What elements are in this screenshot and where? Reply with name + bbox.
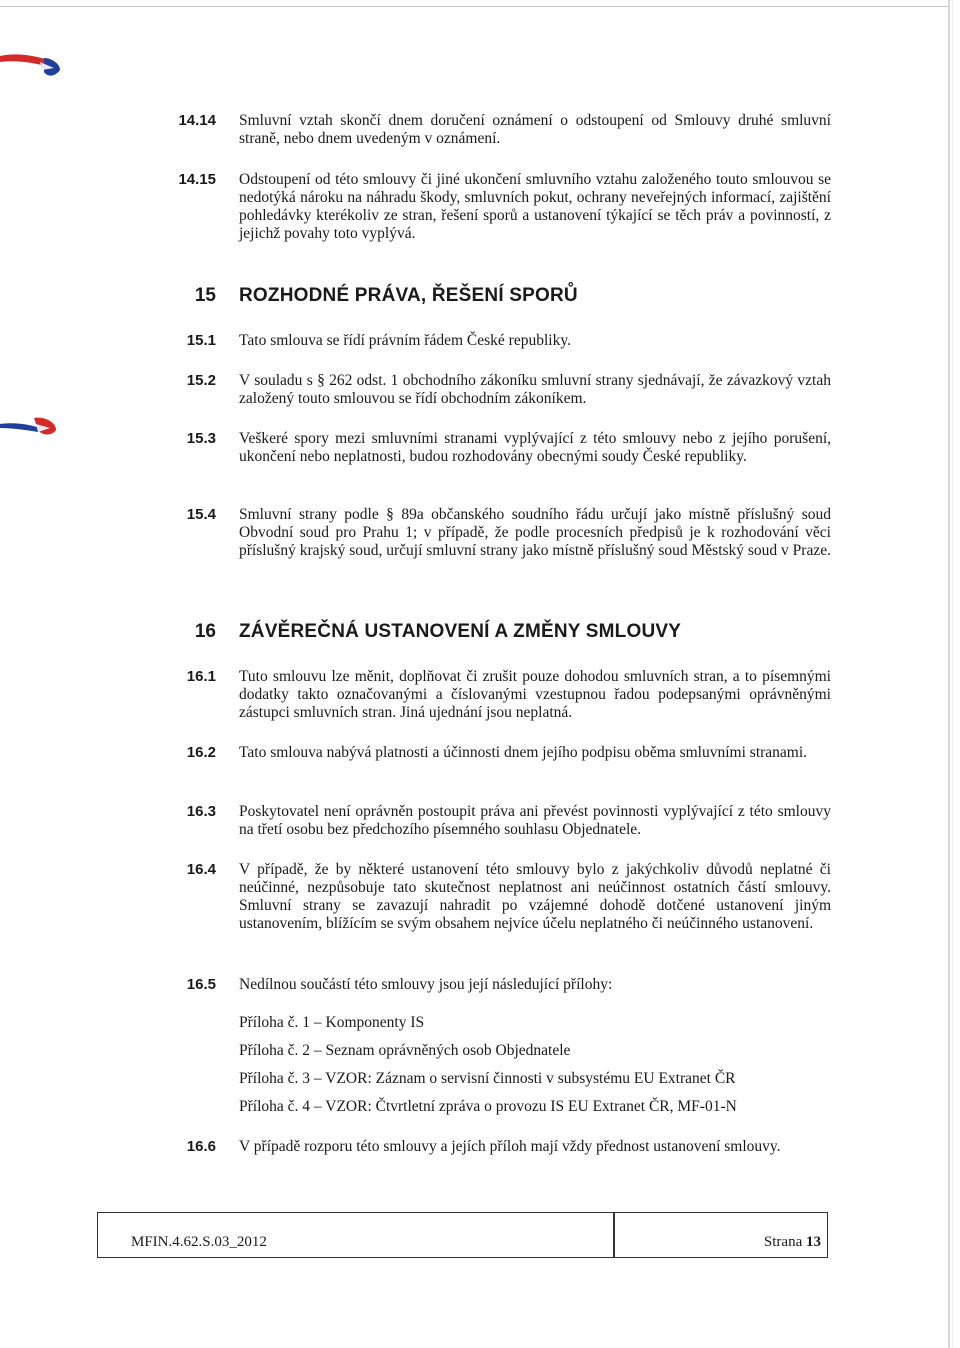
scan-top-edge (0, 6, 948, 7)
clause-number: 15.4 (186, 506, 216, 523)
clause-number: 15.2 (186, 372, 216, 389)
clause-text: Tuto smlouvu lze měnit, doplňovat či zrušit pouze dohodou smluvních stran, a to písemnými dodatky takto označovanými a číslovanými vzestupnou řadou podepsanými oprávněnými zástupci smluvních stran. Jiná ujednání jsou neplatná. (239, 668, 831, 721)
clause-text: Tato smlouva se řídí právním řádem České republiky. (239, 332, 571, 349)
clause-number: 14.15 (178, 171, 216, 188)
page-indicator (764, 1234, 821, 1251)
flag-mark-icon (0, 48, 64, 84)
clause-number: 16.1 (186, 668, 216, 685)
clause-text: Odstoupení od této smlouvy či jiné ukončení smluvního vztahu založeného touto smlouvou se nedotýká nároku na náhradu škody, smluvních pokut, ochrany neveřejných informací, zajištění pohledávky kterékoliv ze stran, řešení sporů a ustanovení týkající se těch práv a povinností, z jejichž povahy toto vyplývá. (239, 171, 831, 242)
clause-text: Veškeré spory mezi smluvními stranami vyplývající z této smlouvy nebo z jejího porušení, ukončení nebo neplatnosti, budou rozhodovány obecnými soudy České republiky. (239, 430, 831, 465)
clause-number: 14.14 (178, 112, 216, 129)
attachment-item: Příloha č. 1 – Komponenty IS (239, 1014, 425, 1031)
page-label: Strana (763, 1234, 803, 1250)
clause-number: 16.4 (186, 861, 216, 878)
section-title: ROZHODNÉ PRÁVA, ŘEŠENÍ SPORŮ (239, 285, 578, 306)
clause-number: 16.5 (186, 976, 216, 993)
clause-text: Nedílnou součástí této smlouvy jsou její následující přílohy: (239, 976, 613, 993)
clause-text: Smluvní vztah skončí dnem doručení oznámení o odstoupení od Smlouvy druhé smluvní straně, nebo dnem uvedeným v oznámení. (239, 112, 831, 147)
page-footer (97, 1212, 828, 1258)
attachment-item: Příloha č. 2 – Seznam oprávněných osob Objednatele (239, 1042, 571, 1059)
clause-text: Poskytovatel není oprávněn postoupit práva ani převést povinnosti vyplývající z této smlouvy na třetí osobu bez předchozího písemného souhlasu Objednatele. (239, 803, 831, 838)
section-number: 16 (194, 621, 216, 642)
clause-number: 16.2 (186, 744, 216, 761)
document-code: MFIN.4.62.S.03_2012 (131, 1234, 267, 1250)
clause-text: V případě rozporu této smlouvy a jejích příloh mají vždy přednost ustanovení smlouvy. (239, 1138, 781, 1155)
clause-number: 15.3 (186, 430, 216, 447)
clause-text: V souladu s § 262 odst. 1 obchodního zákoníku smluvní strany sjednávají, že závazkový vztah založený touto smlouvou se řídí obchodním zákoníkem. (239, 372, 831, 407)
clause-number: 16.6 (186, 1138, 216, 1155)
footer-divider (613, 1213, 615, 1257)
attachment-item: Příloha č. 3 – VZOR: Záznam o servisní činnosti v subsystému EU Extranet ČR (239, 1070, 736, 1087)
clause-text: Tato smlouva nabývá platnosti a účinnosti dnem jejího podpisu oběma smluvními stranami. (239, 744, 808, 761)
flag-mark-icon (0, 408, 60, 442)
section-number: 15 (194, 285, 216, 306)
scan-right-edge-shadow (952, 0, 953, 1348)
scan-right-edge (948, 0, 950, 1348)
section-title: ZÁVĚREČNÁ USTANOVENÍ A ZMĚNY SMLOUVY (239, 621, 682, 642)
clause-number: 16.3 (186, 803, 216, 820)
clause-text: V případě, že by některé ustanovení této smlouvy bylo z jakýchkoliv důvodů neplatné či neúčinné, nezpůsobuje tato skutečnost neplatnost ani neúčinnost ostatních částí smlouvy. Smluvní strany se zavazují nahradit po vzájemné dohodě dotčené ustanovení jiným ustanovením, blížícím se svým obsahem nejvíce účelu neplatného či neúčinného ustanovení. (239, 861, 831, 932)
page-number: 13 (806, 1234, 821, 1250)
attachment-item: Příloha č. 4 – VZOR: Čtvrtletní zpráva o provozu IS EU Extranet ČR, MF-01-N (239, 1098, 737, 1115)
clause-number: 15.1 (186, 332, 216, 349)
clause-text: Smluvní strany podle § 89a občanského soudního řádu určují jako místně příslušný soud Obvodní soud pro Prahu 1; v případě, že podle procesních předpisů je k rozhodování věci příslušný krajský soud, určují smluvní strany jako místně příslušný soud Městský soud v Praze. (239, 506, 831, 559)
